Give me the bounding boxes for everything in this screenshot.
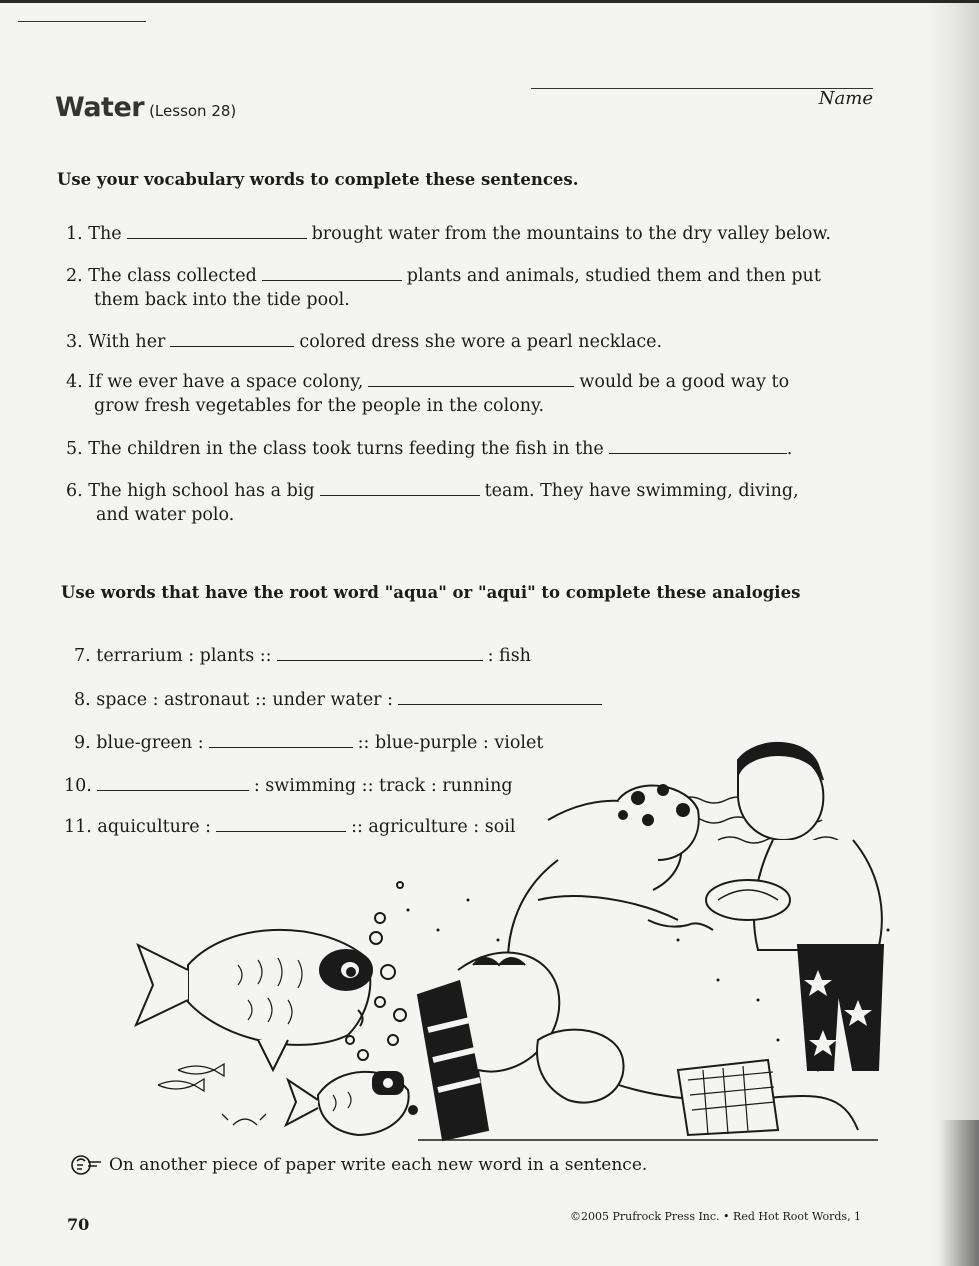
sentence-text: The class collected: [88, 266, 257, 286]
item-number: 5.: [66, 439, 83, 459]
section1-instruction: Use your vocabulary words to complete these sentences.: [57, 170, 579, 189]
item-number: 10.: [64, 776, 92, 796]
footer-note-text: On another piece of paper write each new word in a sentence.: [109, 1155, 648, 1175]
answer-blank[interactable]: [398, 688, 602, 705]
corner-rule: [18, 21, 146, 22]
sentence-text: If we ever have a space colony,: [88, 372, 364, 392]
analogy-text: :: blue-purple : violet: [357, 733, 544, 753]
analogy-text: : fish: [487, 646, 531, 666]
beach-illustration: [118, 740, 924, 1150]
item-number: 11.: [64, 817, 92, 837]
lesson-label: (Lesson 28): [149, 102, 237, 120]
big-fish-graphic: [136, 930, 372, 1070]
page-corner-shadow: [939, 1120, 979, 1266]
item-number: 7.: [74, 646, 91, 666]
sentence-6-continued: and water polo.: [96, 505, 235, 525]
top-border: [0, 0, 979, 3]
item-number: 3.: [66, 332, 83, 352]
answer-blank[interactable]: [609, 437, 787, 454]
title-text: Water: [55, 92, 145, 123]
sentence-4: [66, 370, 789, 394]
analogy-text: :: agriculture : soil: [351, 817, 516, 837]
item-number: 9.: [74, 733, 91, 753]
analogy-text: terrarium : plants ::: [96, 646, 272, 666]
sentence-text: .: [786, 439, 793, 459]
sentence-text: With her: [88, 332, 166, 352]
answer-blank[interactable]: [127, 222, 307, 239]
sentence-3: [66, 330, 662, 354]
sentence-4-continued: grow fresh vegetables for the people in the colony.: [94, 396, 545, 416]
sentence-text: plants and animals, studied them and then put: [406, 266, 821, 286]
pointing-hand-icon: [71, 1153, 103, 1177]
analogy-text: : swimming :: track : running: [253, 776, 513, 796]
sentence-5: [66, 437, 792, 461]
answer-blank[interactable]: [320, 479, 480, 496]
page-number: 70: [67, 1215, 90, 1234]
copyright-text: ©2005 Prufrock Press Inc. • Red Hot Root Words, 1: [570, 1210, 862, 1223]
sentence-1: [66, 222, 831, 246]
sentence-text: would be a good way to: [579, 372, 790, 392]
answer-blank[interactable]: [262, 264, 402, 281]
sentence-text: colored dress she wore a pearl necklace.: [299, 332, 663, 352]
item-number: 1.: [66, 224, 83, 244]
item-number: 2.: [66, 266, 83, 286]
answer-blank[interactable]: [277, 644, 483, 661]
small-fish-graphic: [286, 1072, 417, 1135]
sentence-text: The children in the class took turns feeding the fish in the: [88, 439, 604, 459]
analogy-text: aquiculture :: [97, 817, 212, 837]
page-binding-shadow: [925, 0, 979, 1266]
sentence-2: [66, 264, 821, 288]
answer-blank[interactable]: [368, 370, 574, 387]
sentence-6: [66, 479, 799, 503]
sentence-2-continued: them back into the tide pool.: [94, 290, 350, 310]
sentence-text: team. They have swimming, diving,: [484, 481, 799, 501]
name-label: Name: [818, 88, 873, 109]
analogy-text: space : astronaut :: under water :: [96, 690, 394, 710]
sentence-text: brought water from the mountains to the dry valley below.: [311, 224, 831, 244]
sentence-text: The high school has a big: [88, 481, 315, 501]
analogy-text: blue-green :: [96, 733, 204, 753]
section2-instruction: Use words that have the root word "aqua" or "aqui" to complete these analogies: [61, 583, 801, 602]
item-number: 6.: [66, 481, 83, 501]
page-title: [55, 92, 236, 123]
analogy-7: [74, 644, 531, 668]
item-number: 4.: [66, 372, 83, 392]
answer-blank[interactable]: [170, 330, 294, 347]
analogy-8: [74, 688, 607, 712]
footer-note: [71, 1153, 647, 1177]
sentence-text: The: [88, 224, 122, 244]
item-number: 8.: [74, 690, 91, 710]
